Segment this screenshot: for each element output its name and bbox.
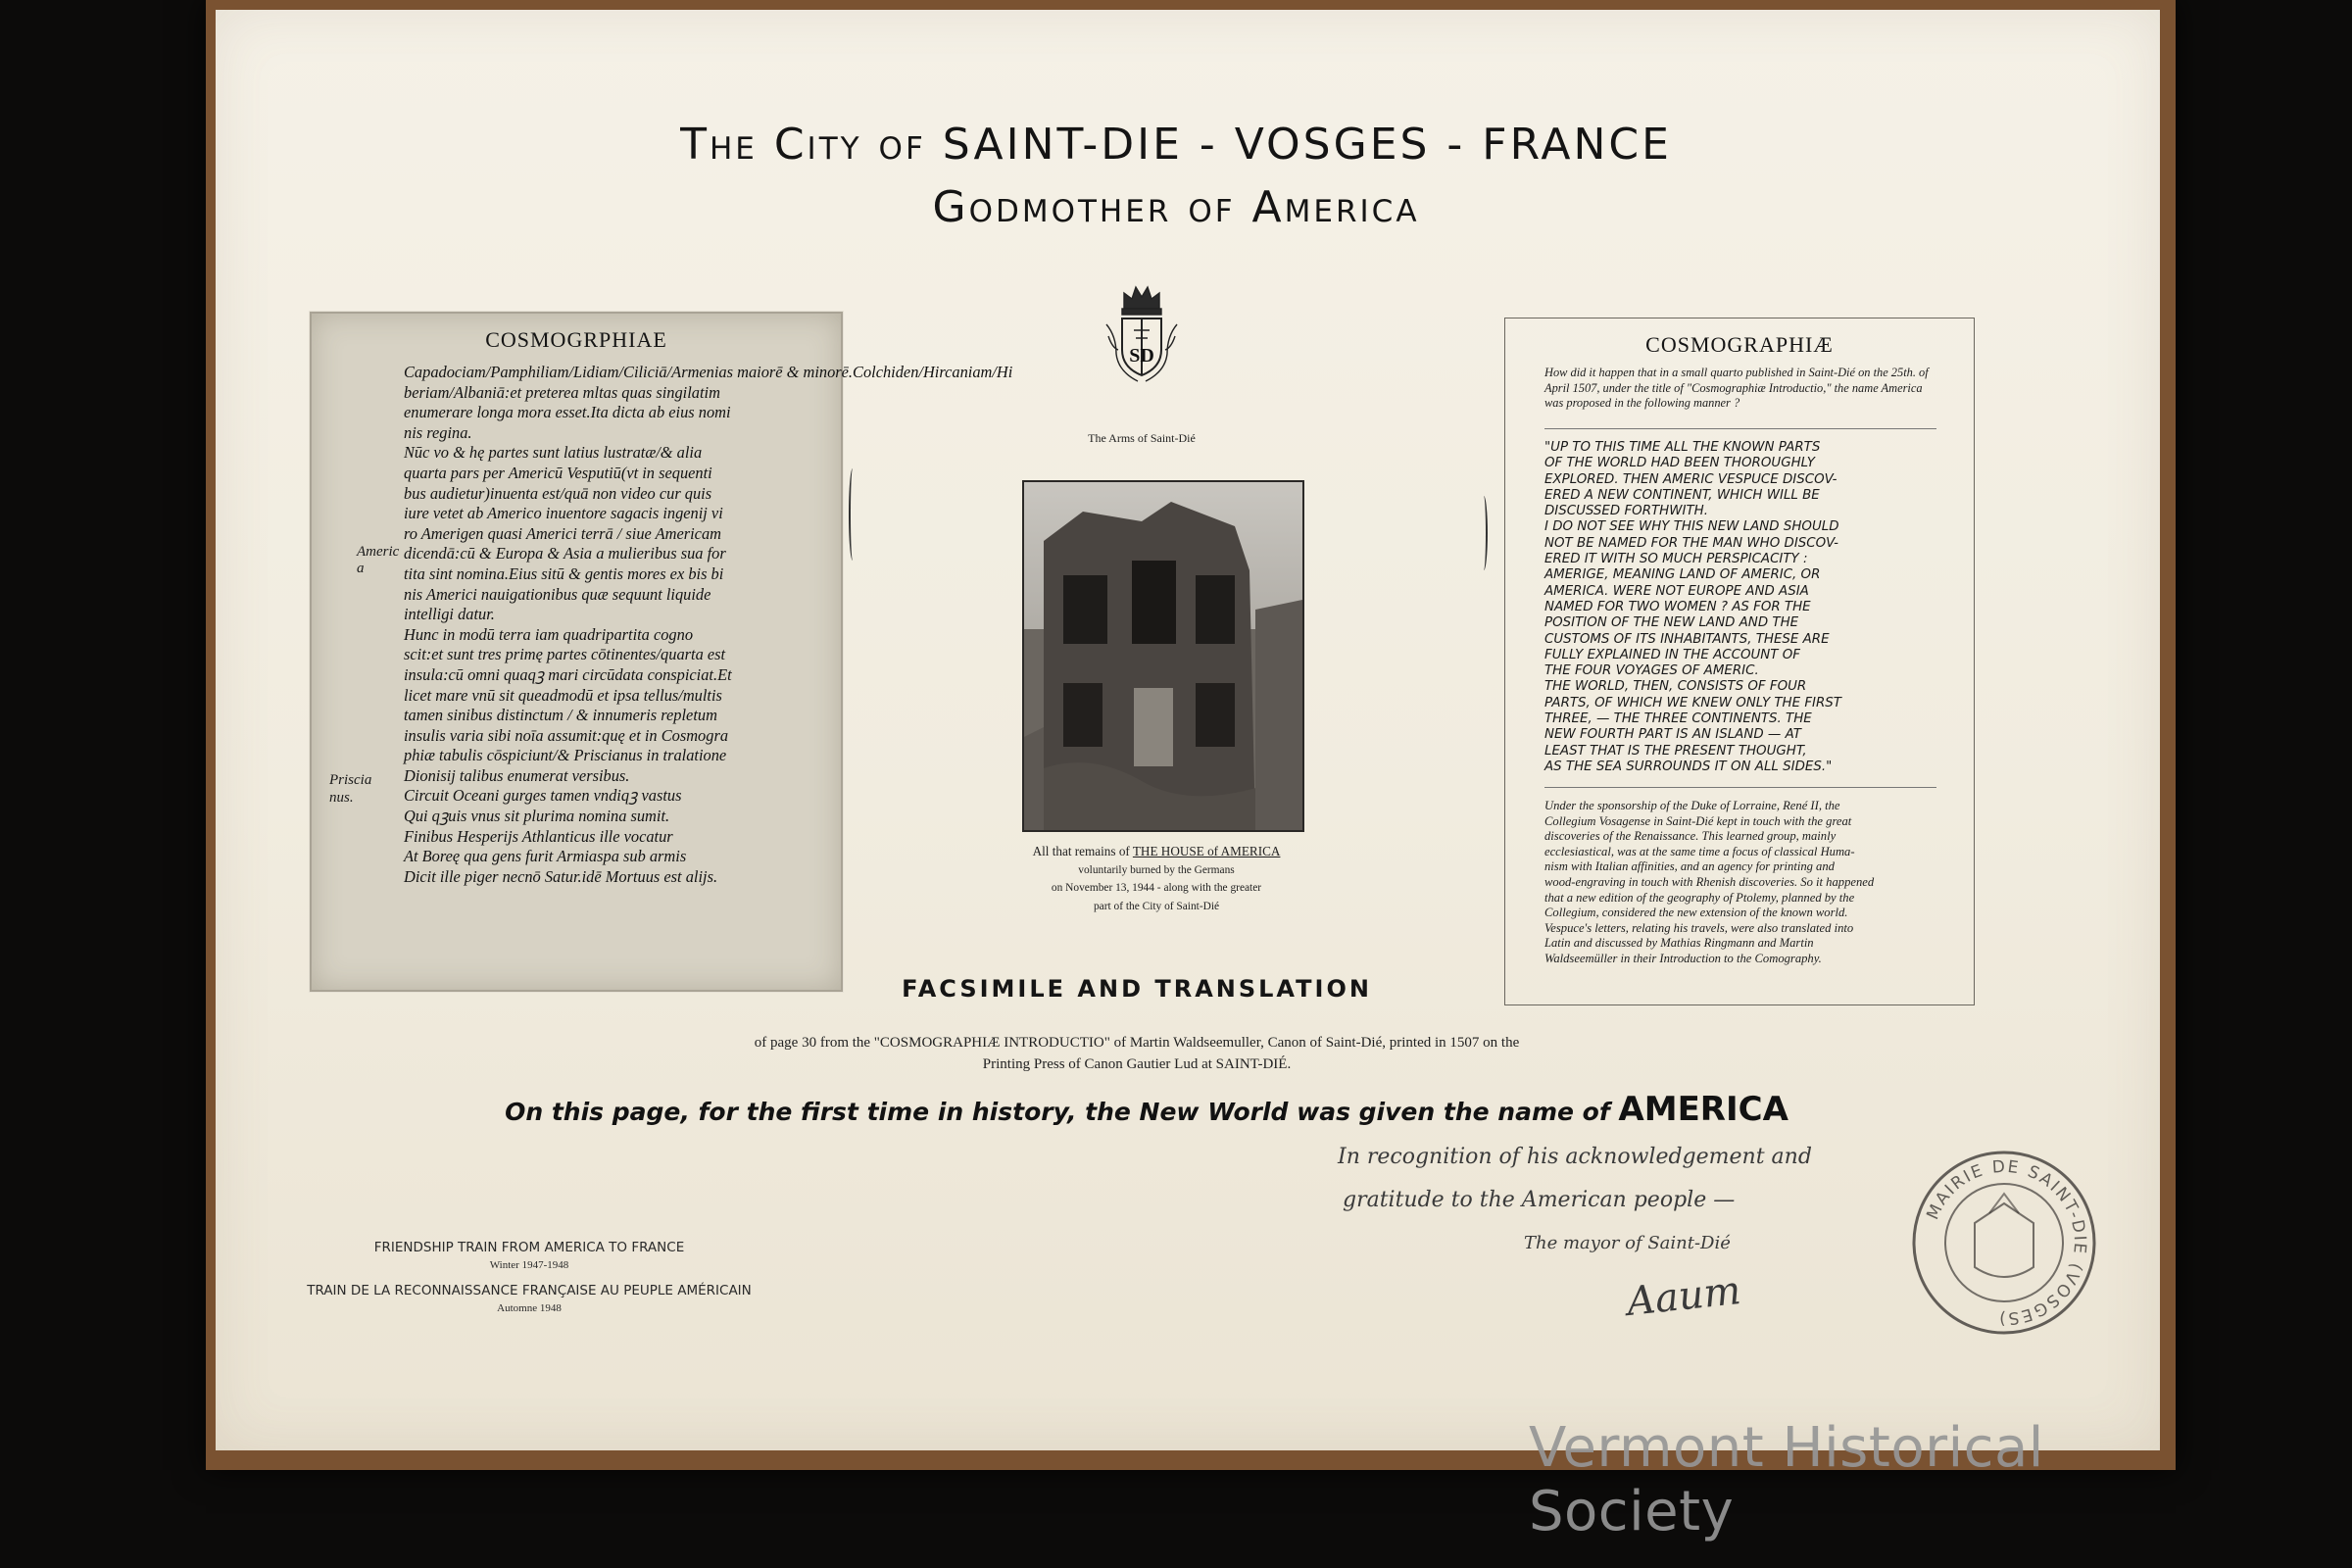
footer-friendship-train <box>255 1240 804 1314</box>
facsimile-line: bus audietur)inuenta est/quā non video cur quis <box>404 483 712 503</box>
translation-divider-bottom <box>1544 787 1936 788</box>
facsimile-line: intelligi datur. <box>404 605 495 624</box>
context-line: nism with Italian affinities, and an agency for printing and <box>1544 859 1835 874</box>
source-description <box>588 1032 1686 1075</box>
seal-ring-text: MAIRIE DE SAINT-DIE (VOSGES) <box>1923 1156 2090 1329</box>
quote-line: THE FOUR VOYAGES OF AMERIC. <box>1544 663 1759 679</box>
mayor-signature: Aaum <box>1624 1268 1743 1325</box>
quote-line: THREE, — THE THREE CONTINENTS. THE <box>1544 711 1812 727</box>
quote-line: PARTS, OF WHICH WE KNEW ONLY THE FIRST <box>1544 695 1841 710</box>
mairie-seal-icon <box>1906 1145 2102 1341</box>
facsimile-line: Capadociam/Pamphiliam/Lidiam/Ciliciā/Armenias maiorē & minorē.Colchiden/Hircaniam/Hi <box>404 363 1013 381</box>
quote-line: I DO NOT SEE WHY THIS NEW LAND SHOULD <box>1544 519 1839 535</box>
facsimile-line: nis regina. <box>404 422 472 442</box>
translation-heading: COSMOGRAPHIÆ <box>1645 332 1834 357</box>
facsimile-line: At Boreę qua gens furit Armiaspa sub armis <box>404 847 687 866</box>
translation-quote <box>1544 440 1941 775</box>
left-bracket-ornament <box>849 468 857 561</box>
facsimile-page <box>310 312 1013 992</box>
facsimile-line: tamen sinibus distinctum / & innumeris repletum <box>404 706 717 725</box>
house-of-america-label: THE HOUSE of AMERICA <box>1132 844 1281 858</box>
quote-line: ERED A NEW CONTINENT, WHICH WILL BE <box>1544 487 1820 503</box>
footer-line-4: Automne 1948 <box>497 1302 562 1314</box>
ruined-house-image <box>1024 482 1302 830</box>
quote-line: NAMED FOR TWO WOMEN ? AS FOR THE <box>1544 599 1811 614</box>
facsimile-text <box>404 363 1013 887</box>
context-line: Vespuce's letters, relating his travels, were also translated into <box>1544 920 1854 935</box>
headline-text: On this page, for the first time in history, the New World was given the name of <box>505 1098 1619 1126</box>
crest-caption: The Arms of Saint-Dié <box>1088 431 1196 445</box>
facsimile-line: licet mare vnū sit queadmodū et ipsa tellus/multis <box>404 685 722 705</box>
facsimile-line: beriam/Albaniā:et preterea mltas quas singilatim <box>404 382 720 402</box>
facsimile-line: Finibus Hesperijs Athlanticus ille vocatur <box>404 826 673 846</box>
quote-line: POSITION OF THE NEW LAND AND THE <box>1544 615 1799 631</box>
translation-divider-top <box>1544 428 1936 429</box>
facsimile-line: iure vetet ab Americo inuentore sagacis ingenij vi <box>404 504 723 523</box>
facsimile-line: nis Americi nauigationibus quæ sequunt liquide <box>404 584 711 604</box>
footer-line-3: TRAIN DE LA RECONNAISSANCE FRANÇAISE AU PEUPLE AMÉRICAIN <box>307 1283 752 1298</box>
quote-line: LEAST THAT IS THE PRESENT THOUGHT, <box>1544 743 1807 759</box>
context-line: Collegium, considered the new extension of the known world. <box>1544 906 1848 920</box>
source-line-1: of page 30 from the "COSMOGRAPHIÆ INTRODUCTIO" of Martin Waldseemuller, Canon of Saint-Dié, printed in 1507 on the <box>754 1035 1520 1051</box>
quote-line: OF THE WORLD HAD BEEN THOROUGHLY <box>1544 456 1815 471</box>
inscription-line-1: In recognition of his acknowledgement and <box>1338 1145 1812 1169</box>
photo-caption-line-2: voluntarily burned by the Germans <box>1078 863 1235 876</box>
translation-context <box>1544 799 1941 967</box>
photo-caption-line-4: part of the City of Saint-Dié <box>1093 900 1220 912</box>
quote-line: AMERIGE, MEANING LAND OF AMERIC, OR <box>1544 567 1821 583</box>
facsimile-line: quarta pars per Americū Vesputiū(vt in sequenti <box>404 463 712 482</box>
translation-intro: How did it happen that in a small quarto published in Saint-Dié on the 25th. of April 1507, under the title of "Cosmographiæ Introductio," the name America was proposed in the following manner ? <box>1544 366 1929 411</box>
quote-line: CUSTOMS OF ITS INHABITANTS, THESE ARE <box>1544 631 1830 647</box>
footer-line-2: Winter 1947-1948 <box>489 1259 569 1271</box>
context-line: Latin and discussed by Mathias Ringmann and Martin <box>1544 936 1814 951</box>
photo-caption-line-1: All that remains of THE HOUSE of AMERICA <box>1032 844 1281 858</box>
quote-line: NEW FOURTH PART IS AN ISLAND — AT <box>1544 727 1801 743</box>
facsimile-translation-title: FACSIMILE AND TRANSLATION <box>902 975 1372 1003</box>
context-line: discoveries of the Renaissance. This learned group, mainly <box>1544 829 1837 844</box>
quote-line: AS THE SEA SURROUNDS IT ON ALL SIDES." <box>1544 759 1833 774</box>
crest-monogram: SD <box>1129 345 1154 367</box>
quote-line: "UP TO THIS TIME ALL THE KNOWN PARTS <box>1544 440 1821 455</box>
facsimile-line: tita sint nomina.Eius sitū & gentis mores ex bis bi <box>404 564 724 583</box>
context-line: Under the sponsorship of the Duke of Lorraine, René II, the <box>1544 799 1840 812</box>
title-line-1: The City of SAINT-DIE - VOSGES - FRANCE <box>680 120 1672 170</box>
facsimile-line: Hunc in modū terra iam quadripartita cogno <box>404 624 694 644</box>
quote-line: ERED IT WITH SO MUCH PERSPICACITY : <box>1544 552 1808 567</box>
inscription-line-2: gratitude to the American people — <box>1343 1188 1736 1212</box>
translation-box <box>1504 318 1975 1005</box>
facsimile-line: Circuit Oceani gurges tamen vndiqꝫ vastus <box>404 786 682 806</box>
quote-line: THE WORLD, THEN, CONSISTS OF FOUR <box>1544 679 1807 695</box>
facsimile-line: insulis varia sibi noīa assumit:quę et in Cosmogra <box>404 725 729 745</box>
headline-america: AMERICA <box>1618 1090 1788 1129</box>
title-line-2: Godmother of America <box>932 182 1420 232</box>
margin-note-america: Americ a <box>357 544 400 576</box>
facsimile-line: ro Amerigen quasi Americi terrā / siue Americam <box>404 523 721 543</box>
right-bracket-ornament <box>1480 496 1488 570</box>
quote-line: FULLY EXPLAINED IN THE ACCOUNT OF <box>1544 647 1800 662</box>
facsimile-line: insula:cū omni quaqꝫ mari circūdata conspiciat.Et <box>404 664 732 684</box>
facsimile-heading: COSMOGRPHIAE <box>485 327 667 352</box>
saint-die-crest-icon <box>1102 279 1181 407</box>
context-line: Waldseemüller in their Introduction to the Comography. <box>1544 951 1822 965</box>
facsimile-line: dicendā:cū & Europa & Asia a mulieribus sua for <box>404 544 726 564</box>
margin-note-priscianus: Priscia nus. <box>329 772 372 806</box>
quote-line: NOT BE NAMED FOR THE MAN WHO DISCOV- <box>1544 535 1838 551</box>
facsimile-line: enumerare longa mora esset.Ita dicta ab eius nomi <box>404 403 731 422</box>
svg-text:MAIRIE DE SAINT-DIE (VOSGES) <box>1923 1157 2089 1328</box>
photo-caption <box>970 843 1343 915</box>
context-line: that a new edition of the geography of Ptolemy, planned by the <box>1544 890 1855 905</box>
quote-line: EXPLORED. THEN AMERIC VESPUCE DISCOV- <box>1544 471 1838 487</box>
context-line: ecclesiastical, was at the same time a focus of classical Huma- <box>1544 844 1855 858</box>
facsimile-line: Dicit ille piger necnō Satur.idē Mortuus est alijs. <box>404 866 718 886</box>
quote-line: AMERICA. WERE NOT EUROPE AND ASIA <box>1544 583 1809 599</box>
facsimile-line: Qui qꝫuis vnus sit plurima nomina sumit. <box>404 807 670 826</box>
facsimile-line: Dionisij talibus enumerat versibus. <box>404 765 630 785</box>
context-line: Collegium Vosagense in Saint-Dié kept in touch with the great <box>1544 813 1852 828</box>
photo-caption-line-3: on November 13, 1944 - along with the greater <box>1051 882 1262 894</box>
house-of-america-photo <box>1022 480 1304 832</box>
source-line-2: Printing Press of Canon Gautier Lud at SAINT-DIÉ. <box>982 1056 1292 1072</box>
main-headline <box>431 1090 1862 1129</box>
inscription-line-3: The mayor of Saint-Dié <box>1524 1233 1731 1253</box>
facsimile-line: Nūc vo & hę partes sunt latius lustratæ/& alia <box>404 443 703 463</box>
vermont-historical-society-watermark: Vermont Historical Society <box>1529 1416 2044 1544</box>
facsimile-line: scit:et sunt tres primę partes cōtinentes/quarta est <box>404 645 726 664</box>
footer-line-1: FRIENDSHIP TRAIN FROM AMERICA TO FRANCE <box>373 1240 685 1255</box>
quote-line: DISCUSSED FORTHWITH. <box>1544 504 1708 519</box>
context-line: wood-engraving in touch with Rhenish discoveries. So it happened <box>1544 874 1875 889</box>
facsimile-line: phiæ tabulis cōspiciunt/& Priscianus in tralatione <box>404 746 727 765</box>
